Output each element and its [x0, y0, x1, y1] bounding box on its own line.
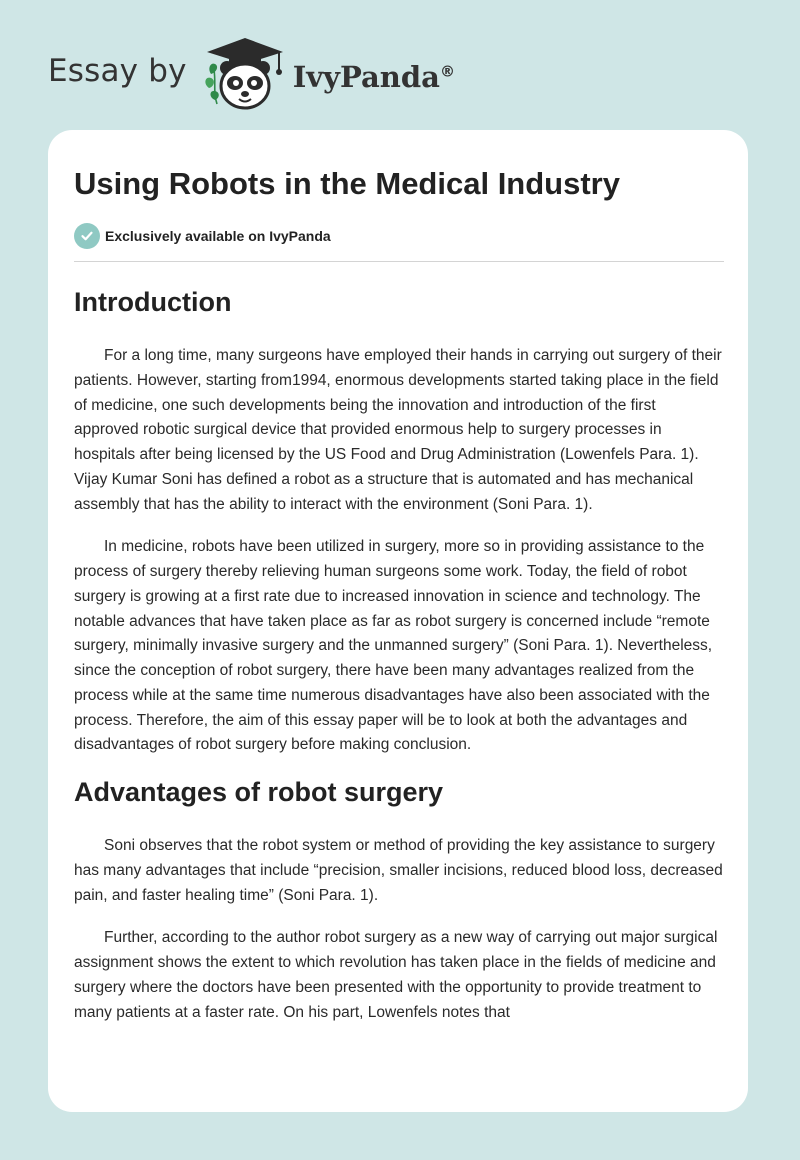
registered-mark: ® [439, 62, 455, 81]
site-header [48, 34, 455, 114]
section-heading-introduction: Introduction [74, 287, 232, 317]
page-title: Using Robots in the Medical Industry [74, 166, 620, 201]
essay-by-label: Essay by [48, 53, 187, 89]
title-divider [74, 261, 724, 262]
exclusive-label: Exclusively available on IvyPanda [105, 228, 331, 244]
brand-name [293, 60, 455, 94]
article-card [48, 130, 748, 1112]
paragraph: Soni observes that the robot system or method of providing the key assistance to surgery has many advantages that include “precision, smaller incisions, reduced blood loss, decreased pain, and faster healing time” (Soni Para. 1). [74, 837, 723, 904]
exclusive-badge [74, 223, 331, 249]
paragraph: In medicine, robots have been utilized in surgery, more so in providing assistance to the process of surgery thereby relieving human surgeons some work. Today, the field of robot surgery is growing at a first rate due to increased innovation in science and technology. The notable advances that have taken place as far as robot surgery is concerned include “remote surgery, minimally invasive surgery and the unmanned surgery” (Soni Para. 1). Nevertheless, since the conception of robot surgery, there have been many advantages realized from the process while at the same time numerous disadvantages have also been associated with the process. Therefore, the aim of this essay paper will be to look at both the advantages and disadvantages of robot surgery before making conclusion. [74, 538, 713, 754]
section-heading-advantages: Advantages of robot surgery [74, 777, 444, 807]
panda-graduate-logo-icon [201, 34, 289, 114]
brand-name-text: IvyPanda [292, 60, 440, 94]
checkmark-icon [74, 223, 100, 249]
article-content [74, 280, 724, 1025]
paragraph: For a long time, many surgeons have employed their hands in carrying out surgery of their patients. However, starting from1994, enormous developments started taking place in the field of medicine, one such developments being the innovation and introduction of the first approved robotic surgical device that provided enormous help to surgery processes in hospitals after being licensed by the US Food and Drug Administration (Lowenfels Para. 1). Vijay Kumar Soni has defined a robot as a structure that is automated and has mechanical assembly that has the ability to interact with the environment (Soni Para. 1). [74, 347, 722, 513]
paragraph: Further, according to the author robot surgery as a new way of carrying out major surgical assignment shows the extent to which revolution has taken place in the fields of medicine and surgery where the doctors have been presented with the opportunity to provide treatment to many patients at a faster rate. On his part, Lowenfels notes that [74, 929, 718, 1021]
